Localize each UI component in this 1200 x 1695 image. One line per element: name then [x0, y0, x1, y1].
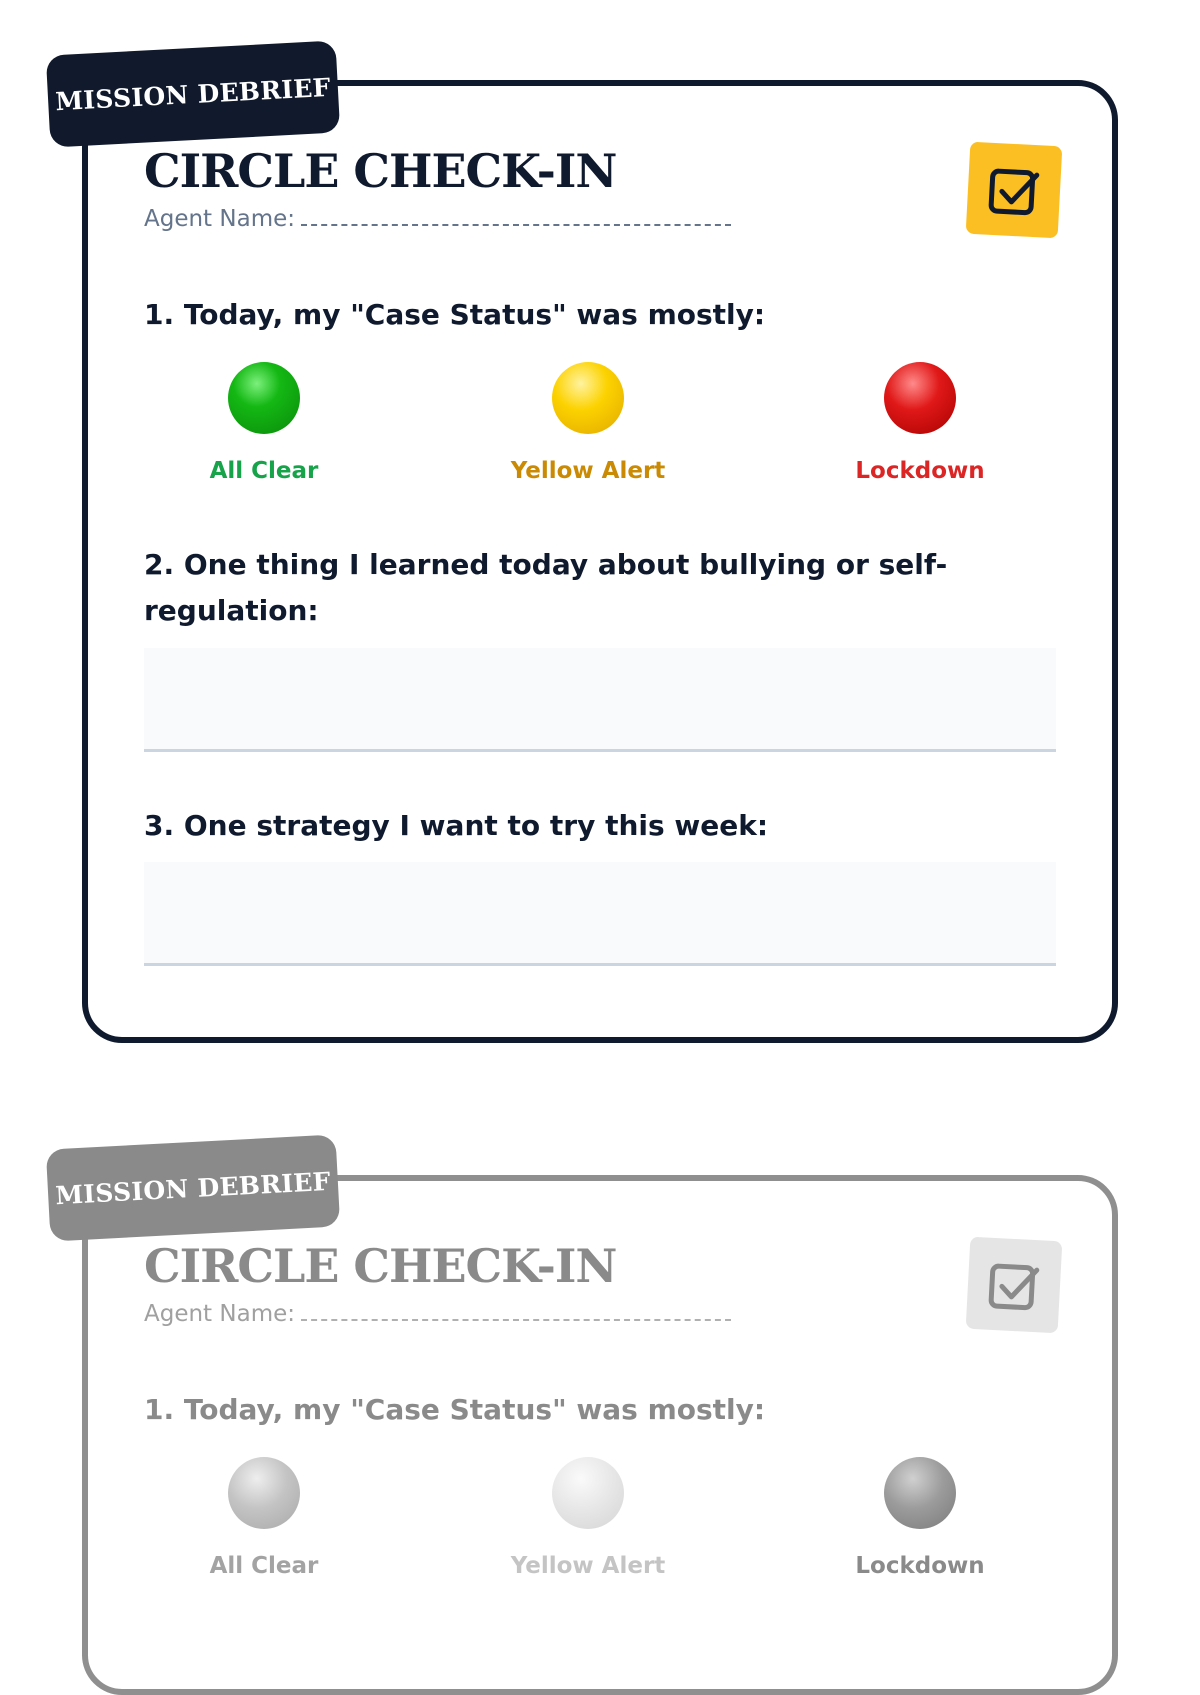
status-yellow-alert[interactable]: [478, 1457, 698, 1579]
status-lockdown[interactable]: [810, 1457, 1030, 1579]
mission-debrief-tag: [46, 1134, 340, 1241]
agent-name-line: [301, 208, 731, 226]
question-1: 1. Today, my "Case Status" was mostly:: [144, 298, 766, 331]
question-1: 1. Today, my "Case Status" was mostly:: [144, 1393, 766, 1426]
status-options: [144, 362, 1056, 502]
agent-name-label: Agent Name:: [144, 206, 295, 232]
card-title: CIRCLE CHECK-IN: [144, 144, 617, 198]
status-label: Lockdown: [855, 458, 985, 484]
checkbox-check-icon: [966, 142, 1063, 239]
green-light-icon: [228, 362, 300, 434]
agent-name-field[interactable]: [144, 206, 731, 232]
gray-light-icon: [552, 1457, 624, 1529]
status-all-clear[interactable]: [154, 362, 374, 484]
status-yellow-alert[interactable]: [478, 362, 698, 484]
question-2: 2. One thing I learned today about bullying or self-regulation:: [144, 548, 948, 627]
status-label: Yellow Alert: [510, 1553, 666, 1579]
status-all-clear[interactable]: [154, 1457, 374, 1579]
check-in-card-faded: [82, 1175, 1118, 1695]
agent-name-field[interactable]: [144, 1301, 731, 1327]
agent-name-line: [301, 1303, 731, 1321]
status-lockdown[interactable]: [810, 362, 1030, 484]
mission-debrief-tag: [46, 40, 340, 147]
tag-label: MISSION DEBRIEF: [54, 72, 332, 116]
status-label: All Clear: [209, 458, 319, 484]
gray-light-icon: [228, 1457, 300, 1529]
check-in-card: [82, 80, 1118, 1043]
gray-light-icon: [884, 1457, 956, 1529]
answer-box-2[interactable]: [144, 648, 1056, 752]
tag-label: MISSION DEBRIEF: [54, 1166, 332, 1210]
status-label: Lockdown: [855, 1553, 985, 1579]
checkbox-check-icon: [966, 1237, 1063, 1334]
status-label: Yellow Alert: [510, 458, 666, 484]
answer-box-3[interactable]: [144, 862, 1056, 966]
agent-name-label: Agent Name:: [144, 1301, 295, 1327]
red-light-icon: [884, 362, 956, 434]
status-options: [144, 1457, 1056, 1597]
question-3: 3. One strategy I want to try this week:: [144, 809, 769, 842]
status-label: All Clear: [209, 1553, 319, 1579]
yellow-light-icon: [552, 362, 624, 434]
card-title: CIRCLE CHECK-IN: [144, 1239, 617, 1293]
